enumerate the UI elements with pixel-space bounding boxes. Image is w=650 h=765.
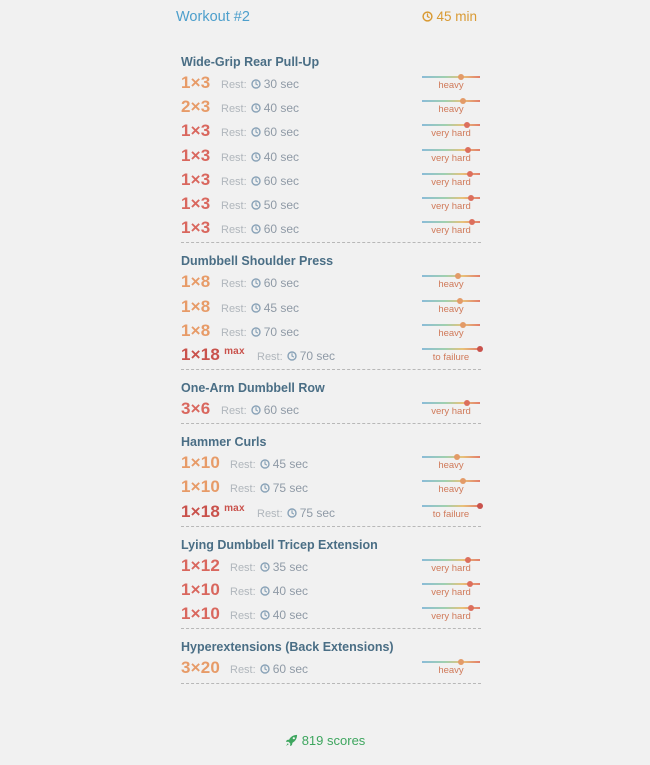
rest-label: Rest: bbox=[221, 278, 247, 291]
intensity-indicator bbox=[422, 324, 480, 342]
set-rest bbox=[257, 349, 335, 364]
set-row bbox=[181, 578, 481, 602]
clock-icon bbox=[422, 10, 433, 25]
set-rest bbox=[230, 584, 308, 599]
clock-icon bbox=[251, 404, 261, 418]
set-rest bbox=[221, 198, 299, 213]
intensity-label: heavy bbox=[438, 104, 464, 116]
intensity-bar bbox=[422, 348, 480, 350]
exercise-block bbox=[181, 379, 481, 424]
exercise-block bbox=[181, 638, 481, 683]
reps-value: 1×10 bbox=[181, 453, 221, 473]
intensity-label: very hard bbox=[431, 406, 471, 418]
reps-value: 1×3 bbox=[181, 121, 211, 141]
intensity-indicator bbox=[422, 76, 480, 94]
reps-value: 3×20 bbox=[181, 658, 221, 678]
intensity-indicator bbox=[422, 173, 480, 191]
intensity-label: very hard bbox=[431, 611, 471, 623]
set-row bbox=[181, 475, 481, 499]
set-rest bbox=[221, 77, 299, 92]
rest-label: Rest: bbox=[230, 664, 256, 677]
exercise-block bbox=[181, 252, 481, 370]
intensity-indicator bbox=[422, 149, 480, 167]
rest-value: 50 sec bbox=[263, 197, 300, 212]
clock-icon bbox=[287, 350, 297, 364]
set-rest bbox=[230, 608, 308, 623]
intensity-bar bbox=[422, 197, 480, 199]
rest-label: Rest: bbox=[230, 586, 256, 598]
reps-value: 1×3 bbox=[181, 73, 211, 92]
set-rest bbox=[221, 301, 299, 316]
clock-icon bbox=[260, 482, 270, 496]
intensity-label: heavy bbox=[438, 303, 464, 315]
intensity-bar bbox=[422, 275, 480, 277]
rest-value: 60 sec bbox=[263, 125, 300, 140]
rocket-icon bbox=[285, 734, 298, 750]
intensity-bar bbox=[422, 480, 480, 482]
exercise-block bbox=[181, 536, 481, 630]
set-reps bbox=[181, 194, 210, 214]
rest-value: 40 sec bbox=[272, 608, 309, 623]
exercise-title[interactable]: Hyperextensions (Back Extensions) bbox=[181, 640, 394, 655]
set-reps bbox=[181, 121, 210, 141]
intensity-indicator bbox=[422, 505, 480, 523]
intensity-bar bbox=[422, 583, 480, 585]
set-reps bbox=[181, 658, 220, 678]
rest-value: 45 sec bbox=[263, 300, 300, 315]
clock-icon bbox=[251, 199, 261, 213]
rest-value: 45 sec bbox=[272, 457, 309, 472]
set-row bbox=[181, 602, 481, 626]
intensity-label: very hard bbox=[431, 587, 471, 598]
exercise-list bbox=[181, 53, 481, 693]
intensity-label: very hard bbox=[431, 152, 471, 164]
rest-label: Rest: bbox=[221, 302, 247, 315]
set-reps bbox=[181, 321, 210, 341]
intensity-indicator bbox=[422, 221, 480, 239]
intensity-label: heavy bbox=[438, 460, 464, 472]
rest-label: Rest: bbox=[230, 610, 256, 623]
reps-value: 1×8 bbox=[181, 272, 211, 292]
set-rest bbox=[221, 125, 299, 140]
set-reps bbox=[181, 502, 245, 522]
rest-value: 60 sec bbox=[263, 173, 300, 188]
intensity-bar bbox=[422, 661, 480, 663]
rest-value: 60 sec bbox=[263, 403, 300, 418]
clock-icon bbox=[251, 175, 261, 189]
clock-icon bbox=[251, 223, 261, 237]
rest-value: 40 sec bbox=[263, 101, 300, 116]
clock-icon bbox=[251, 78, 261, 92]
clock-icon bbox=[251, 277, 261, 291]
intensity-indicator bbox=[422, 197, 480, 215]
set-rest bbox=[230, 662, 308, 677]
set-reps bbox=[181, 477, 220, 497]
set-rest bbox=[221, 101, 299, 116]
rest-label: Rest: bbox=[221, 127, 247, 140]
set-row bbox=[181, 270, 481, 294]
set-rest bbox=[221, 222, 299, 237]
set-row bbox=[181, 554, 481, 578]
rest-label: Rest: bbox=[257, 350, 283, 363]
set-reps bbox=[181, 170, 210, 190]
scores-count: 819 scores bbox=[301, 733, 366, 748]
set-reps bbox=[181, 556, 220, 576]
reps-value: 1×3 bbox=[181, 169, 211, 189]
intensity-label: to failure bbox=[432, 508, 470, 520]
reps-value: 1×10 bbox=[181, 477, 221, 497]
set-rest bbox=[230, 560, 308, 575]
intensity-bar bbox=[422, 456, 480, 458]
set-row bbox=[181, 656, 481, 680]
intensity-indicator bbox=[422, 275, 480, 293]
set-row bbox=[181, 119, 481, 143]
rest-label: Rest: bbox=[221, 79, 247, 91]
intensity-bar bbox=[422, 607, 480, 609]
exercise-block bbox=[181, 433, 481, 527]
clock-icon bbox=[251, 151, 261, 165]
exercise-title[interactable]: Wide-Grip Rear Pull-Up bbox=[181, 55, 320, 69]
intensity-label: very hard bbox=[431, 176, 471, 188]
set-rest bbox=[221, 276, 299, 291]
set-reps bbox=[181, 345, 245, 365]
reps-value: 2×3 bbox=[181, 97, 211, 117]
exercise-title[interactable]: One-Arm Dumbbell Row bbox=[181, 381, 325, 396]
clock-icon bbox=[260, 585, 270, 599]
rest-label: Rest: bbox=[230, 483, 256, 496]
rest-label: Rest: bbox=[221, 199, 247, 212]
set-row bbox=[181, 216, 481, 240]
clock-icon bbox=[251, 102, 261, 116]
rest-label: Rest: bbox=[230, 459, 256, 472]
rest-value: 75 sec bbox=[272, 481, 309, 496]
set-reps bbox=[181, 297, 210, 317]
set-row bbox=[181, 451, 481, 475]
duration-value: 45 min bbox=[436, 9, 477, 24]
set-reps bbox=[181, 146, 210, 166]
intensity-indicator bbox=[422, 661, 480, 679]
set-rest bbox=[221, 325, 299, 340]
scores-footer[interactable] bbox=[0, 733, 650, 750]
intensity-label: heavy bbox=[438, 327, 464, 339]
rest-value: 60 sec bbox=[272, 662, 309, 677]
intensity-label: very hard bbox=[431, 562, 471, 574]
intensity-indicator bbox=[422, 300, 480, 318]
rest-value: 70 sec bbox=[263, 324, 300, 339]
set-reps bbox=[181, 399, 210, 419]
reps-value: 1×12 bbox=[181, 555, 221, 575]
rest-value: 40 sec bbox=[263, 149, 300, 164]
set-reps bbox=[181, 604, 220, 624]
rest-value: 70 sec bbox=[299, 348, 336, 363]
intensity-indicator bbox=[422, 480, 480, 498]
set-reps bbox=[181, 453, 220, 473]
exercise-title[interactable]: Dumbbell Shoulder Press bbox=[181, 254, 334, 269]
set-rest bbox=[230, 457, 308, 472]
exercise-title[interactable]: Lying Dumbbell Tricep Extension bbox=[181, 537, 378, 552]
intensity-bar bbox=[422, 324, 480, 326]
set-row bbox=[181, 95, 481, 119]
set-reps bbox=[181, 580, 220, 600]
exercise-block bbox=[181, 53, 481, 243]
reps-value: 1×10 bbox=[181, 604, 221, 624]
rest-value: 35 sec bbox=[272, 559, 309, 574]
set-row bbox=[181, 295, 481, 319]
clock-icon bbox=[287, 507, 297, 521]
intensity-bar bbox=[422, 221, 480, 223]
intensity-indicator bbox=[422, 456, 480, 474]
intensity-indicator bbox=[422, 402, 480, 420]
clock-icon bbox=[260, 609, 270, 623]
rest-label: Rest: bbox=[257, 507, 283, 520]
clock-icon bbox=[251, 126, 261, 140]
reps-value: 1×8 bbox=[181, 296, 211, 316]
set-row bbox=[181, 343, 481, 367]
rest-value: 30 sec bbox=[263, 77, 300, 91]
rest-label: Rest: bbox=[221, 175, 247, 188]
clock-icon bbox=[260, 458, 270, 472]
intensity-indicator bbox=[422, 348, 480, 366]
intensity-label: to failure bbox=[432, 351, 470, 363]
max-badge: max bbox=[224, 502, 245, 514]
intensity-bar bbox=[422, 76, 480, 78]
clock-icon bbox=[251, 326, 261, 340]
rest-label: Rest: bbox=[221, 151, 247, 164]
intensity-bar bbox=[422, 505, 480, 507]
set-reps bbox=[181, 218, 210, 238]
intensity-indicator bbox=[422, 607, 480, 625]
set-rest bbox=[230, 481, 308, 496]
set-row bbox=[181, 71, 481, 95]
rest-label: Rest: bbox=[230, 561, 256, 574]
rest-label: Rest: bbox=[221, 103, 247, 116]
intensity-bar bbox=[422, 149, 480, 151]
set-rest bbox=[221, 403, 299, 418]
set-rest bbox=[221, 174, 299, 189]
rest-label: Rest: bbox=[221, 224, 247, 237]
max-badge: max bbox=[224, 345, 245, 357]
intensity-indicator bbox=[422, 559, 480, 577]
reps-value: 1×18 bbox=[181, 501, 221, 521]
intensity-bar bbox=[422, 300, 480, 302]
reps-value: 3×6 bbox=[181, 399, 211, 419]
set-reps bbox=[181, 73, 210, 93]
intensity-indicator bbox=[422, 583, 480, 601]
rest-value: 60 sec bbox=[263, 222, 300, 237]
set-reps bbox=[181, 272, 210, 292]
intensity-label: very hard bbox=[431, 200, 471, 212]
intensity-label: heavy bbox=[438, 484, 464, 496]
intensity-bar bbox=[422, 402, 480, 404]
rest-label: Rest: bbox=[221, 405, 247, 418]
intensity-label: heavy bbox=[438, 665, 464, 677]
intensity-label: heavy bbox=[438, 80, 464, 91]
set-row bbox=[181, 319, 481, 343]
clock-icon bbox=[251, 302, 261, 316]
set-rest bbox=[221, 150, 299, 165]
clock-icon bbox=[260, 663, 270, 677]
rest-label: Rest: bbox=[221, 326, 247, 339]
intensity-indicator bbox=[422, 100, 480, 118]
intensity-label: very hard bbox=[431, 128, 471, 140]
set-row bbox=[181, 397, 481, 421]
reps-value: 1×3 bbox=[181, 145, 211, 165]
clock-icon bbox=[260, 561, 270, 575]
intensity-label: very hard bbox=[431, 225, 471, 237]
set-reps bbox=[181, 97, 210, 117]
intensity-indicator bbox=[422, 124, 480, 142]
workout-header bbox=[175, 9, 477, 29]
intensity-bar bbox=[422, 124, 480, 126]
intensity-bar bbox=[422, 559, 480, 561]
reps-value: 1×10 bbox=[181, 580, 221, 599]
reps-value: 1×3 bbox=[181, 193, 211, 213]
rest-value: 60 sec bbox=[263, 276, 300, 291]
set-rest bbox=[257, 506, 335, 521]
set-row bbox=[181, 168, 481, 192]
reps-value: 1×8 bbox=[181, 320, 211, 340]
rest-value: 40 sec bbox=[272, 584, 309, 598]
intensity-label: heavy bbox=[438, 279, 464, 291]
intensity-bar bbox=[422, 100, 480, 102]
reps-value: 1×3 bbox=[181, 218, 211, 238]
intensity-bar bbox=[422, 173, 480, 175]
workout-title[interactable]: Workout #2 bbox=[176, 9, 250, 25]
rest-value: 75 sec bbox=[299, 505, 336, 520]
set-row bbox=[181, 144, 481, 168]
reps-value: 1×18 bbox=[181, 344, 221, 364]
set-row bbox=[181, 192, 481, 216]
workout-duration bbox=[422, 9, 477, 25]
set-row bbox=[181, 500, 481, 524]
exercise-title[interactable]: Hammer Curls bbox=[181, 435, 267, 450]
